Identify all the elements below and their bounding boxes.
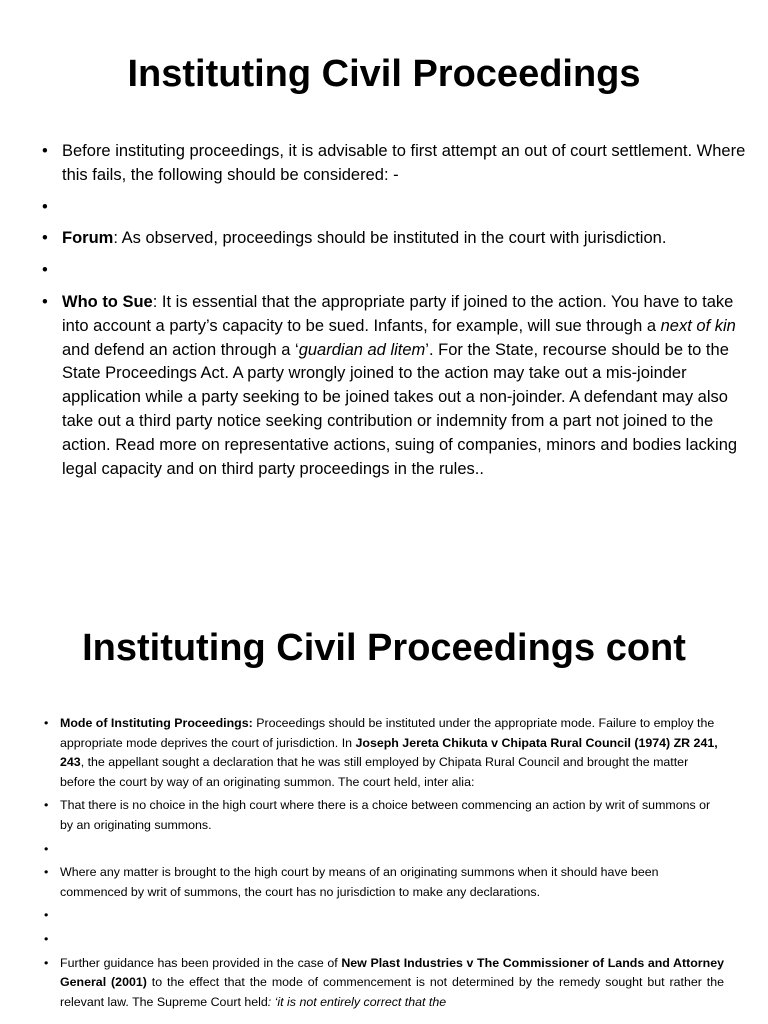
- case-citation: New Plast Industries v The Commissioner of Lands and Attorney General (2001): [60, 955, 724, 990]
- bullet-text: That there is no choice in the high court where there is a choice between commencing an action by writ of summons or by an originating summons.: [60, 798, 711, 832]
- bullet-italic: next of kin: [660, 316, 736, 335]
- bullet-further-guidance: [42, 954, 724, 1013]
- bullet-italic: : ‘it is not entirely correct that the: [267, 994, 447, 1009]
- case-citation: Joseph Jereta Chikuta v Chipata Rural Council (1974) ZR 241, 243: [60, 735, 718, 770]
- bullet-empty: [40, 196, 752, 220]
- bullet-no-choice: [42, 796, 724, 835]
- bullet-empty: [42, 906, 724, 926]
- bullet-text: to the effect that the mode of commencement is not determined by the remedy sought but rather the relevant law. The Supreme Court held: [60, 975, 725, 1009]
- bullet-text: ’. For the State, recourse should be to the State Proceedings Act. A party wrongly joined to the action may take out a mis-joinder application while a party seeking to be joined takes out a non-joinder. A defendant may also take out a third party notice seeking contribution or indemnity from a part not joined to the action. Read more on representative actions, suing of companies, minors and bodies lacking legal capacity and on third party proceedings in the rules..: [62, 340, 738, 478]
- bullet-label: Forum: [62, 229, 114, 248]
- slide-title: Instituting Civil Proceedings cont: [82, 627, 686, 669]
- bullet-label: Mode of Instituting Proceedings:: [60, 716, 253, 730]
- bullet-intro: [40, 140, 752, 188]
- bullet-italic: guardian ad litem: [298, 340, 426, 359]
- bullet-no-jurisdiction: [42, 863, 724, 902]
- bullet-text: and defend an action through a ‘: [62, 340, 299, 359]
- bullet-who-to-sue: [40, 291, 752, 481]
- bullet-text: , the appellant sought a declaration that he was still employed by Chipata Rural Council and brought the matter before the court by way of an originating summon. The court held, inter alia:: [60, 755, 689, 789]
- bullet-text: Where any matter is brought to the high court by means of an originating summons when it should have been commenced by writ of summons, the court has no jurisdiction to make any declarations.: [60, 865, 659, 899]
- bullet-empty: [42, 840, 724, 860]
- bullet-mode: [42, 714, 724, 792]
- bullet-text: : As observed, proceedings should be instituted in the court with jurisdiction.: [113, 229, 667, 248]
- bullet-list: [40, 140, 752, 481]
- bullet-label: Who to Sue: [62, 292, 153, 311]
- bullet-text: Before instituting proceedings, it is advisable to first attempt an out of court settlement. Where this fails, the following should be considered: -: [62, 142, 746, 184]
- slide-title: Instituting Civil Proceedings: [127, 53, 641, 95]
- bullet-list: [42, 714, 724, 1012]
- bullet-forum: [40, 227, 752, 251]
- bullet-text: Further guidance has been provided in the case of: [60, 955, 342, 970]
- bullet-empty: [40, 259, 752, 283]
- bullet-text: : It is essential that the appropriate party if joined to the action. You have to take into account a party’s capacity to be sued. Infants, for example, will sue through a: [62, 292, 734, 335]
- slide-2: [0, 590, 768, 1024]
- bullet-empty: [42, 930, 724, 950]
- bullet-text: Proceedings should be instituted under the appropriate mode. Failure to employ the appropriate mode deprives the court of jurisdiction. In: [60, 716, 715, 750]
